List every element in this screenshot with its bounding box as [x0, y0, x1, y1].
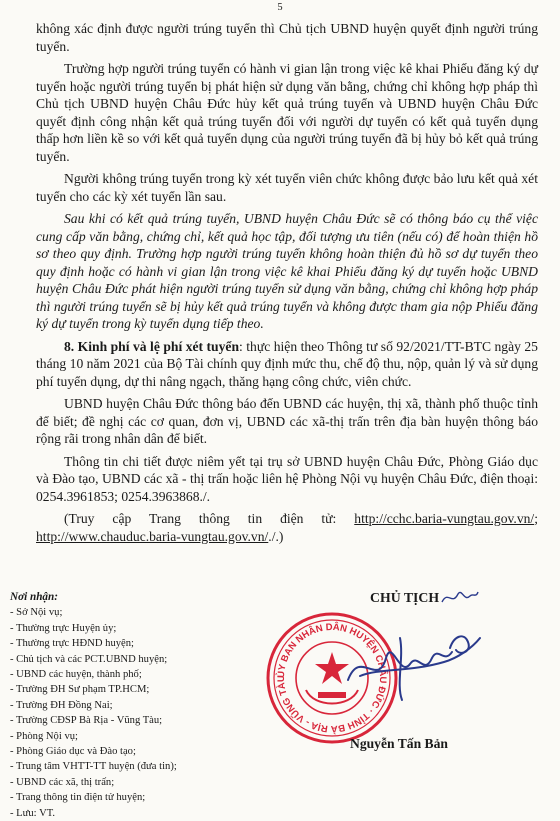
recipient-item: - Trung tâm VHTT-TT huyện (đưa tin); — [10, 761, 177, 773]
paragraph-announcement: UBND huyện Châu Đức thông báo đến UBND các huyện, thị xã, thành phố thuộc tỉnh để biết; đề nghị các cơ quan, đơn vị, UBND các xã-thị trấn trên địa bàn huyện thông báo rộng rãi trong nhân dân để biết. — [36, 396, 538, 446]
recipients-list — [10, 605, 250, 821]
paragraph-continuation: không xác định được người trúng tuyển thì Chủ tịch UBND huyện quyết định người trúng tuyển. — [36, 21, 538, 54]
website-separator: ; — [534, 511, 538, 526]
recipient-item: - Thường trực HĐND huyện; — [10, 638, 134, 650]
section-heading-fees: 8. Kinh phí và lệ phí xét tuyển — [64, 338, 240, 354]
page-number: 5 — [277, 2, 283, 13]
signature-block — [275, 586, 550, 801]
paragraph-after-results: Sau khi có kết quả trúng tuyển, UBND huyện Châu Đức sẽ có thông báo cụ thể việc cung cấp văn bằng, chứng chỉ, kết quả học tập, đối tượng ưu tiên (nếu có) để hoàn thiện hồ sơ theo quy định. Trường hợp người trúng tuyển không hoàn thiện đủ hồ sơ dự tuyển theo quy định hoặc có hành vi gian lận trong việc kê khai Phiếu đăng ký dự tuyển hoặc UBND huyện Châu Đức phát hiện người trúng tuyển sử dụng văn bằng, chứng chỉ không hợp pháp thì người trúng tuyển sẽ bị hủy kết quả trúng tuyển và không được tham gia nộp Phiếu đăng ký dự tuyển trong kỳ tuyển dụng tiếp theo. — [36, 211, 538, 331]
initials-mark — [440, 586, 480, 608]
recipient-item: - Trường CĐSP Bà Rịa - Vũng Tàu; — [10, 715, 163, 727]
paragraph-website-access — [36, 510, 538, 545]
signer-name: Nguyễn Tấn Bản — [350, 736, 448, 751]
signer-title: CHỦ TỊCH — [370, 590, 440, 605]
document-body — [36, 20, 538, 550]
recipient-item: - Trường ĐH Sư phạm TP.HCM; — [10, 684, 150, 696]
paragraph-no-reservation: Người không trúng tuyển trong kỳ xét tuyển viên chức không được bảo lưu kết quả xét tuyển cho các kỳ xét tuyển lần sau. — [36, 171, 538, 204]
paragraph-contact-info: Thông tin chi tiết được niêm yết tại trụ sở UBND huyện Châu Đức, Phòng Giáo dục và Đào tạo, UBND các xã - thị trấn hoặc liên hệ Phòng Nội vụ huyện Châu Đức, điện thoại: 0254.3961853; 0254.3963868./. — [36, 453, 538, 504]
recipient-item: - Phòng Giáo dục và Đào tạo; — [10, 746, 136, 758]
recipient-item: - UBND các xã, thị trấn; — [10, 776, 115, 788]
recipients-block — [10, 590, 250, 821]
paragraph-fees — [36, 338, 538, 391]
website-link-chauduc[interactable]: http://www.chauduc.baria-vungtau.gov.vn/ — [36, 528, 269, 544]
website-suffix: ./.) — [268, 528, 284, 544]
recipient-item: - Thường trực Huyện ủy; — [10, 622, 117, 634]
recipient-item: - Chủ tịch và các PCT.UBND huyện; — [10, 653, 168, 665]
paragraph-fraud-case: Trường hợp người trúng tuyển có hành vi gian lận trong việc kê khai Phiếu đăng ký dự tuyển hoặc người trúng tuyển bị phát hiện sử dụng văn bằng, chứng chỉ không hợp pháp thì Chủ tịch UBND huyện Châu Đức hủy kết quả trúng tuyển và UBND huyện Châu Đức quyết định công nhận kết quả trúng tuyển đối với người dự tuyển có kết quả tuyển dụng thấp hơn liền kề so với kết quả tuyển dụng của người trúng tuyển đã bị hủy bỏ kết quả trúng tuyển. — [36, 61, 538, 164]
recipient-item: - UBND các huyện, thành phố; — [10, 669, 142, 681]
recipient-item: - Sở Nội vụ; — [10, 607, 63, 619]
fees-text: : thực hiện theo Thông tư số 92/2021/TT-BTC ngày 25 tháng 10 năm 2021 của Bộ Tài chính quy định mức thu, chế độ thu, nộp, quản lý và sử dụng phí tuyển dụng, dự thi nâng ngạch, thăng hạng công chức, viên chức. — [36, 338, 538, 389]
website-link-cchc[interactable]: http://cchc.baria-vungtau.gov.vn/ — [354, 511, 535, 526]
recipients-title: Nơi nhận: — [10, 591, 58, 603]
recipient-item: - Trang thông tin điện tử huyện; — [10, 792, 146, 804]
handwritten-signature — [340, 618, 490, 708]
recipient-item: - Lưu: VT. — [10, 807, 56, 819]
seal-text: ỦY BAN NHÂN DÂN HUYỆN CHÂU ĐỨC · TỈNH BÀ RỊA - VŨNG TÀU — [275, 621, 389, 735]
recipient-item: - Trường ĐH Đồng Nai; — [10, 699, 113, 711]
website-prefix: (Truy cập Trang thông tin điện tử: — [64, 511, 355, 526]
recipient-item: - Phòng Nội vụ; — [10, 730, 78, 742]
